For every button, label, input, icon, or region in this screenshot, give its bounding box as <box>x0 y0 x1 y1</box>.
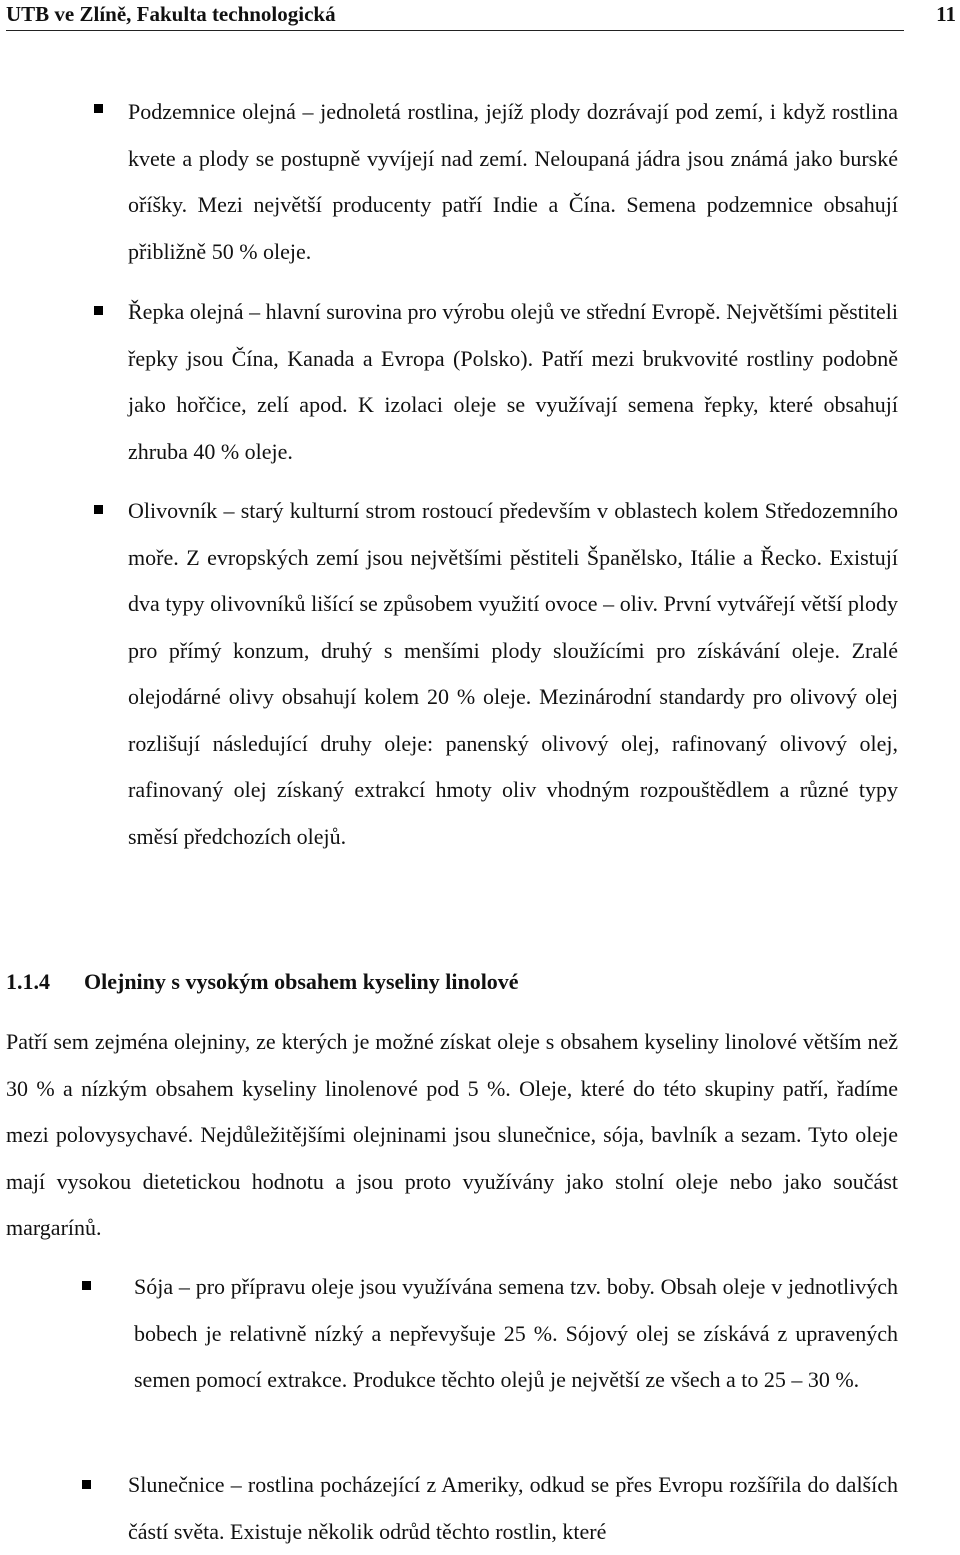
section-heading <box>6 964 519 1000</box>
list-item-sunflower: Slunečnice – rostlina pocházející z Ameriky, odkud se přes Evropu rozšířila do dalších částí světa. Existuje několik odrůd těchto rostlin, které <box>128 1472 898 1544</box>
section-title: Olejniny s vysokým obsahem kyseliny linolové <box>84 969 519 994</box>
square-bullet-icon <box>94 306 103 315</box>
list-item-peanut: Podzemnice olejná – jednoletá rostlina, jejíž plody dozrávají pod zemí, i když rostlina kvete a plody se postupně vyvíjejí nad zemí. Neloupaná jádra jsou známá jako burské oříšky. Mezi největší producenty patří Indie a Čína. Semena podzemnice obsahují přibližně 50 % oleje. <box>128 99 898 264</box>
page-header <box>6 0 956 31</box>
list-item-soy: Sója – pro přípravu oleje jsou využívána semena tzv. boby. Obsah oleje v jednotlivých bobech je relativně nízký a nepřevyšuje 25 %. Sójový olej se získává z upravených semen pomocí extrakce. Produkce těchto olejů je největší ze všech a to 25 – 30 %. <box>134 1274 898 1392</box>
square-bullet-icon <box>82 1281 91 1290</box>
square-bullet-icon <box>94 505 103 514</box>
square-bullet-icon <box>94 104 103 113</box>
list-item-olive: Olivovník – starý kulturní strom rostoucí především v oblastech kolem Středozemního moře. Z evropských zemí jsou největšími pěstiteli Španělsko, Itálie a Řecko. Existují dva typy olivovníků lišící se způsobem využití ovoce – oliv. První vytvářejí větší plody pro přímý konzum, druhý s menšími plody sloužícími pro získávání oleje. Zralé olejodárné olivy obsahují kolem 20 % oleje. Mezinárodní standardy pro olivový olej rozlišují následující druhy oleje: panenský olivový olej, rafinovaný olivový olej, rafinovaný olej získaný extrakcí hmoty oliv vhodným rozpouštědlem a různé typy směsí předchozích olejů. <box>128 498 898 849</box>
list-item-rapeseed: Řepka olejná – hlavní surovina pro výrobu olejů ve střední Evropě. Největšími pěstiteli řepky jsou Čína, Kanada a Evropa (Polsko). Patří mezi brukvovité rostliny podobně jako hořčice, zelí apod. K izolaci oleje se využívají semena řepky, které obsahují zhruba 40 % oleje. <box>128 299 898 464</box>
header-title: UTB ve Zlíně, Fakulta technologická <box>6 2 336 26</box>
body-paragraph: Patří sem zejména olejniny, ze kterých je možné získat oleje s obsahem kyseliny linolové větším než 30 % a nízkým obsahem kyseliny linolenové pod 5 %. Oleje, které do této skupiny patří, řadíme mezi polovysychavé. Nejdůležitějšími olejninami jsou slunečnice, sója, bavlník a sezam. Tyto oleje mají vysokou dietetickou hodnotu a jsou proto využívány jako stolní oleje nebo jako součást margarínů. <box>6 1029 898 1240</box>
page-number: 11 <box>936 2 956 26</box>
section-number: 1.1.4 <box>6 969 50 994</box>
square-bullet-icon <box>82 1480 91 1489</box>
